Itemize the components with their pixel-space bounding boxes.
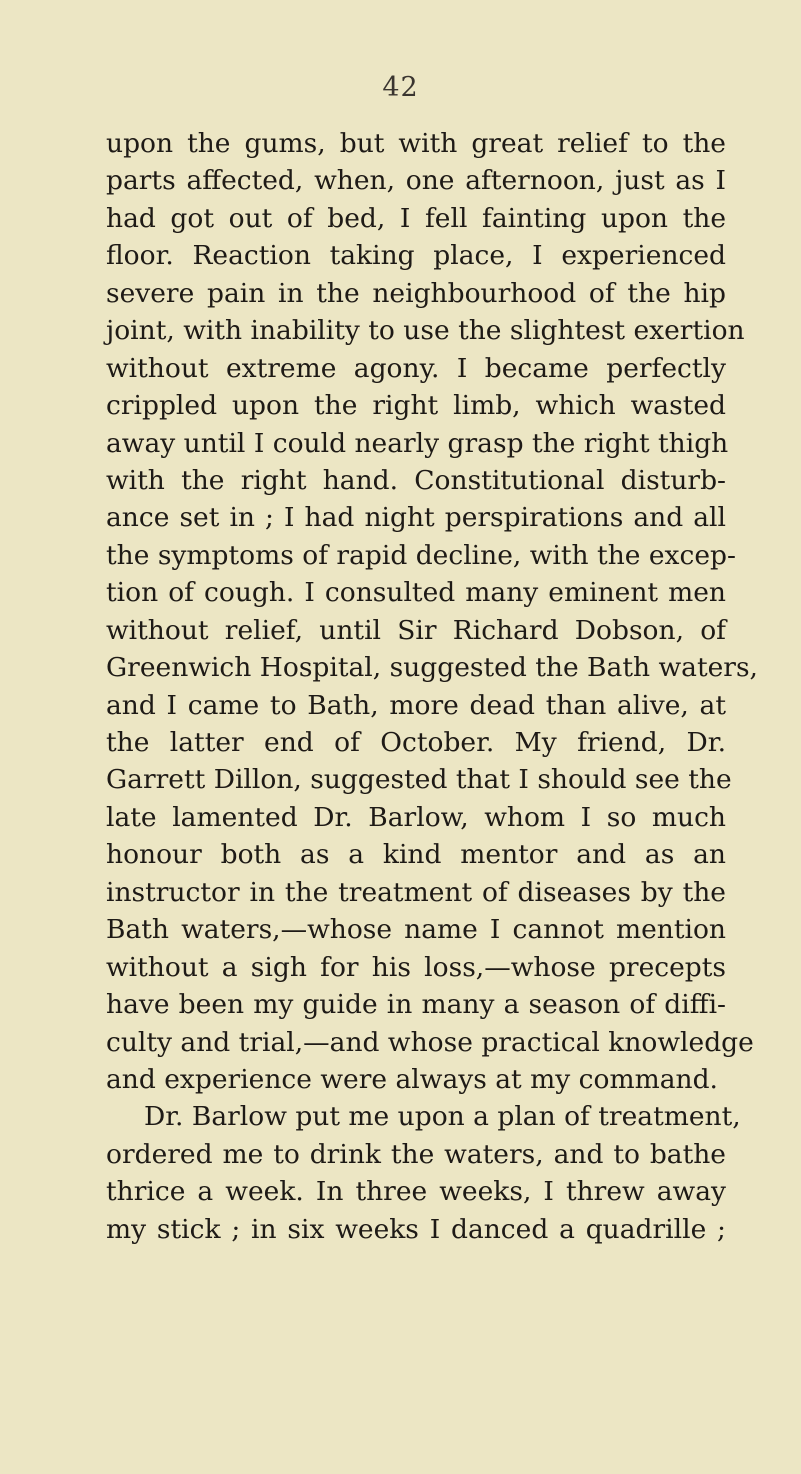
text-line: floor. Reaction taking place, I experienced	[106, 240, 726, 272]
text-line: instructor in the treatment of diseases by the	[106, 876, 726, 908]
text-line: tion of cough. I consulted many eminent men	[106, 577, 726, 609]
text-line: the symptoms of rapid decline, with the excep-	[106, 539, 736, 571]
text-line: thrice a week. In three weeks, I threw away	[106, 1176, 726, 1208]
text-line: parts affected, when, one afternoon, just as I	[106, 165, 726, 197]
page-number: 42	[382, 72, 419, 103]
text-line: honour both as a kind mentor and as an	[106, 839, 726, 871]
text-line: joint, with inability to use the slightest exertion	[106, 315, 745, 347]
text-line: severe pain in the neighbourhood of the hip	[106, 277, 726, 309]
text-line: have been my guide in many a season of diffi-	[106, 989, 726, 1021]
text-line: late lamented Dr. Barlow, whom I so much	[106, 801, 726, 833]
text-line: ordered me to drink the waters, and to bathe	[106, 1138, 726, 1170]
text-line: Dr. Barlow put me upon a plan of treatment,	[144, 1101, 741, 1133]
body-text	[106, 125, 758, 1248]
text-line: my stick ; in six weeks I danced a quadrille ;	[106, 1213, 726, 1245]
text-line: upon the gums, but with great relief to the	[106, 128, 726, 159]
text-line: culty and trial,—and whose practical knowledge	[106, 1026, 754, 1058]
text-line: crippled upon the right limb, which wasted	[106, 390, 726, 422]
text-line: Garrett Dillon, suggested that I should see the	[106, 764, 732, 796]
text-line: had got out of bed, I fell fainting upon the	[106, 202, 726, 234]
text-line: the latter end of October. My friend, Dr.	[106, 727, 726, 758]
text-line: and experience were always at my command.	[106, 1063, 718, 1095]
text-line: and I came to Bath, more dead than alive, at	[106, 689, 726, 721]
text-line: with the right hand. Constitutional disturb-	[106, 464, 726, 496]
text-line: ance set in ; I had night perspirations and all	[106, 502, 726, 534]
text-line: without extreme agony. I became perfectly	[106, 352, 726, 384]
text-line: Greenwich Hospital, suggested the Bath waters,	[106, 652, 758, 684]
text-line: without a sigh for his loss,—whose precepts	[106, 951, 726, 983]
text-line: away until I could nearly grasp the right thigh	[106, 427, 729, 459]
text-line: Bath waters,—whose name I cannot mention	[106, 914, 726, 946]
text-line: without relief, until Sir Richard Dobson, of	[106, 614, 726, 646]
